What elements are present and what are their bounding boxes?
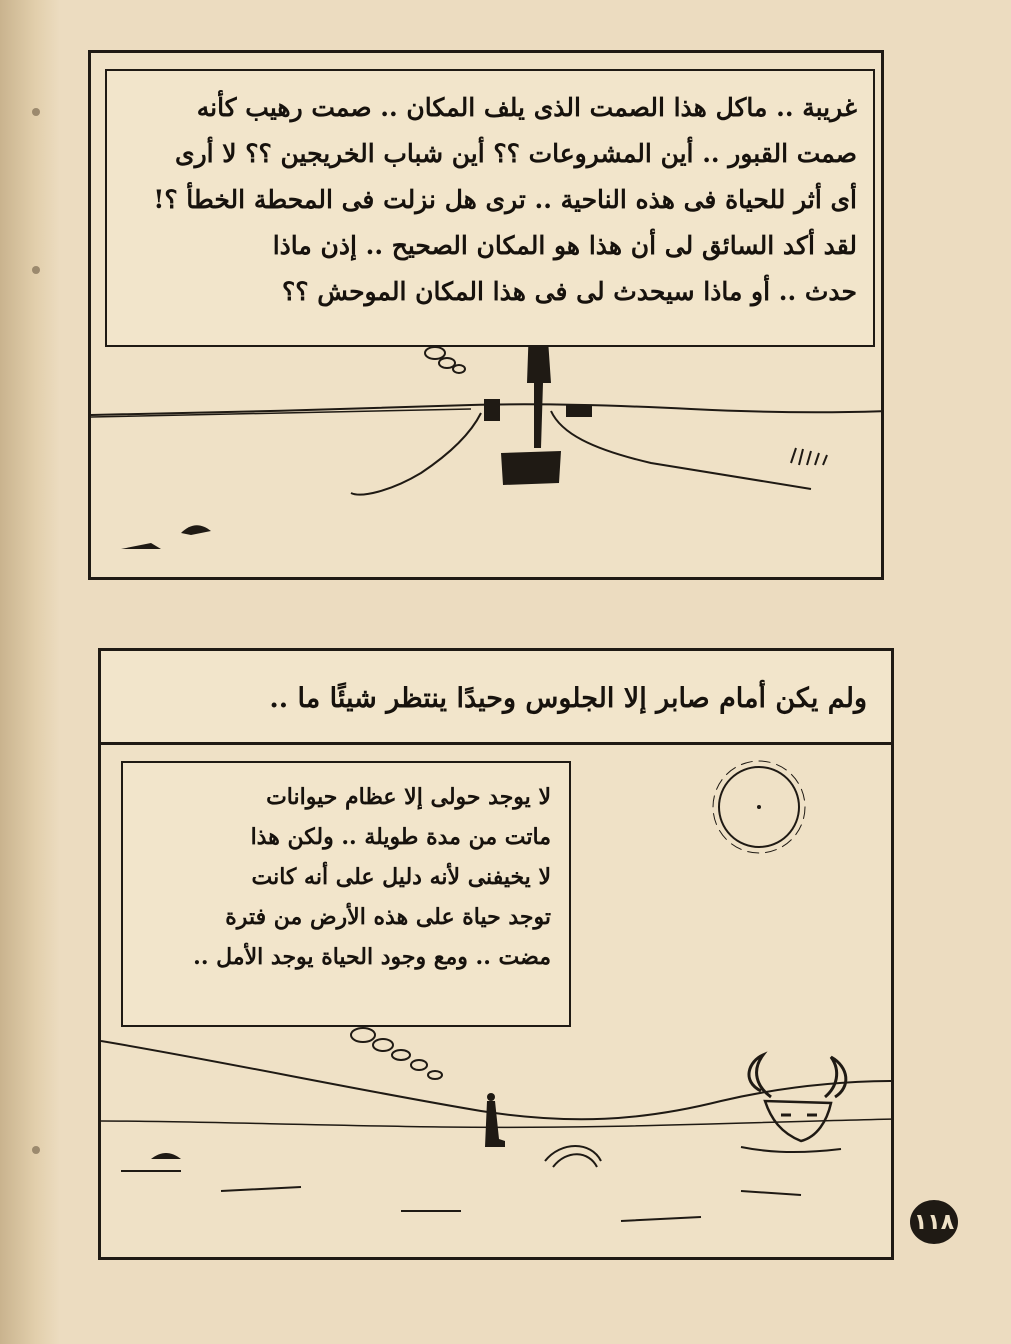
thought-line: لا يوجد حولى إلا عظام حيوانات [266,784,551,810]
thought-line: مضت .. ومع وجود الحياة يوجد الأمل .. [193,944,551,970]
comic-panel-2 [98,648,894,1260]
thought-line: توجد حياة على هذه الأرض من فترة [225,904,551,930]
thought-line: ماتت من مدة طويلة .. ولكن هذا [250,824,551,850]
thought-bubble [121,761,571,1027]
binding-hole [32,1146,40,1154]
narration-box-1 [105,69,875,347]
page-number: ١١٨ [910,1200,958,1244]
narration-line: حدث .. أو ماذا سيحدث لى فى هذا المكان الموحش ؟؟ [281,277,857,306]
narration-line: ولم يكن أمام صابر إلا الجلوس وحيدًا ينتظر شيئًا ما .. [269,683,867,714]
comic-panel-1 [88,50,884,580]
binding-hole [32,266,40,274]
narration-line: غريبة .. ماكل هذا الصمت الذى يلف المكان .. صمت رهيب كأنه [196,93,857,122]
narration-box-2 [101,651,891,745]
thought-line: لا يخيفنى لأنه دليل على أنه كانت [251,864,551,890]
page-gutter [0,0,60,1344]
narration-line: لقد أكد السائق لى أن هذا هو المكان الصحيح .. إذن ماذا [272,231,857,260]
narration-line: صمت القبور .. أين المشروعات ؟؟ أين شباب الخريجين ؟؟ لا أرى [175,139,857,168]
binding-hole [32,108,40,116]
narration-line: أى أثر للحياة فى هذه الناحية .. ترى هل نزلت فى المحطة الخطأ ؟! [153,185,857,214]
